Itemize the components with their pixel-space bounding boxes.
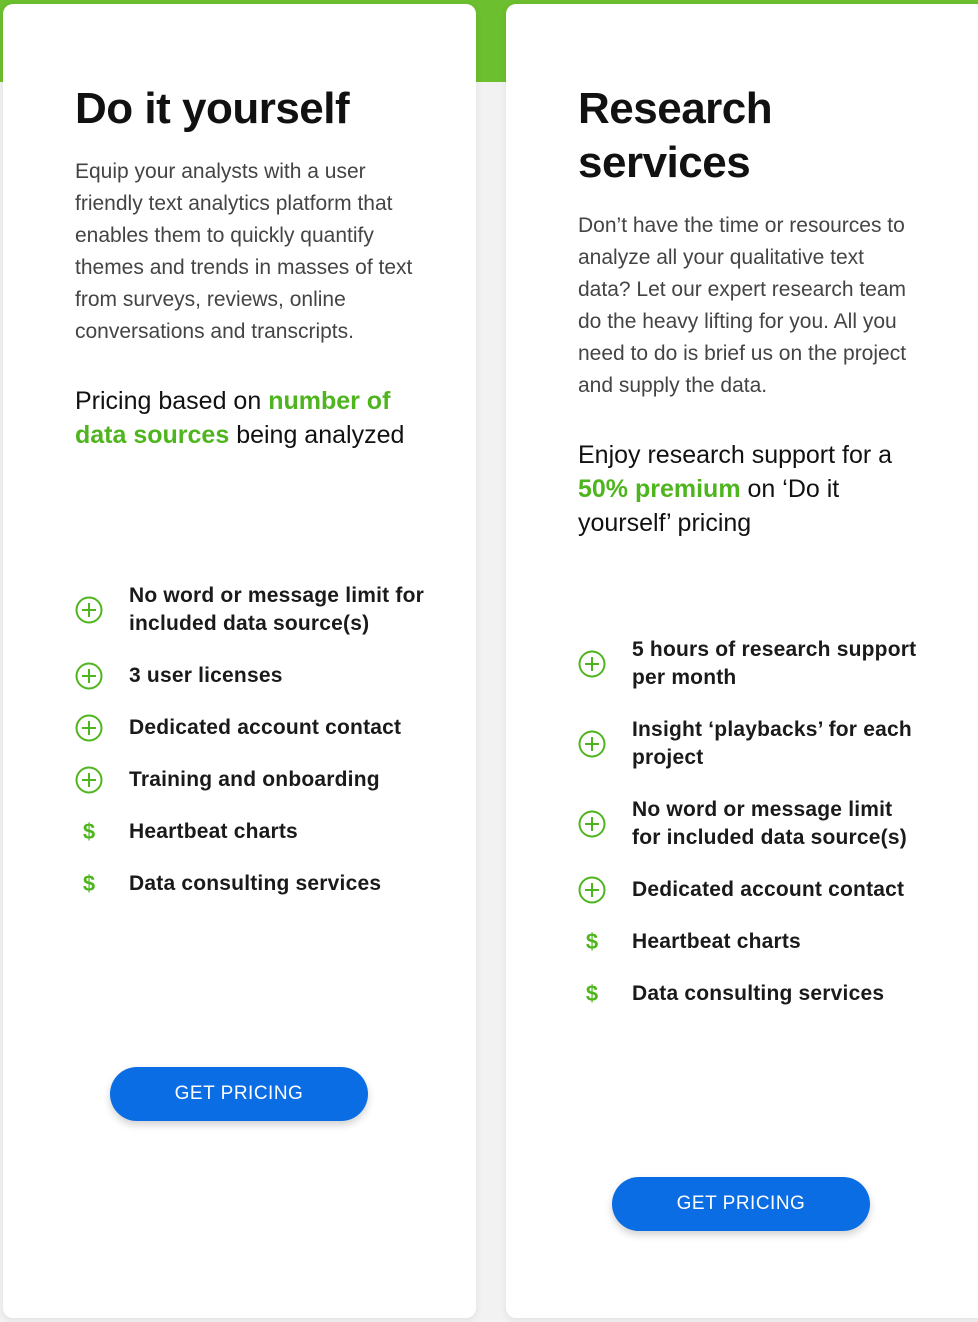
feature-item — [75, 818, 436, 846]
plus-circle-icon — [75, 596, 103, 624]
feature-label: Insight ‘playbacks’ for each project — [632, 718, 912, 769]
feature-label: 3 user licenses — [129, 664, 283, 687]
feature-item — [75, 714, 436, 742]
plus-circle-icon — [75, 766, 103, 794]
pricing-statement — [75, 384, 416, 452]
feature-item — [75, 582, 436, 638]
feature-label: Heartbeat charts — [129, 820, 298, 843]
plus-circle-icon — [578, 650, 606, 678]
feature-item — [578, 876, 926, 904]
feature-item — [578, 716, 926, 772]
feature-item — [578, 636, 926, 692]
pricing-highlight: number of data sources — [75, 387, 391, 449]
pricing-text: on ‘Do it yourself’ pricing — [578, 475, 840, 537]
plus-circle-icon — [578, 876, 606, 904]
pricing-text: Enjoy research support for a — [578, 441, 893, 469]
get-pricing-button[interactable]: GET PRICING — [612, 1177, 870, 1231]
feature-list — [578, 636, 926, 1032]
feature-item — [578, 980, 926, 1008]
feature-label: Dedicated account contact — [129, 716, 402, 739]
plus-circle-icon — [578, 730, 606, 758]
pricing-statement — [578, 438, 916, 540]
card-description: Equip your analysts with a user friendly text analytics platform that enables them to quickly quantify themes and trends in masses of text from surveys, reviews, online conversations and transcripts. — [75, 160, 413, 343]
card-content — [578, 82, 916, 540]
dollar-icon: $ — [82, 871, 96, 896]
feature-item — [75, 662, 436, 690]
feature-label: Heartbeat charts — [632, 930, 801, 953]
plus-circle-icon — [75, 714, 103, 742]
feature-label: Data consulting services — [632, 982, 885, 1005]
plus-circle-icon — [578, 810, 606, 838]
card-research-services — [506, 4, 978, 1318]
feature-label: Training and onboarding — [129, 768, 380, 791]
pricing-highlight: 50% premium — [578, 475, 741, 503]
feature-label: Dedicated account contact — [632, 878, 905, 901]
card-do-it-yourself — [3, 4, 476, 1318]
feature-label: Data consulting services — [129, 872, 382, 895]
card-title: Do it yourself — [75, 84, 350, 133]
feature-item — [75, 870, 436, 898]
feature-label: No word or message limit for included data source(s) — [632, 798, 907, 849]
feature-item — [75, 766, 436, 794]
card-description: Don’t have the time or resources to analyze all your qualitative text data? Let our expert research team do the heavy lifting for you. All you need to do is brief us on the project and supply the data. — [578, 214, 907, 397]
feature-label: 5 hours of research support per month — [632, 638, 917, 689]
get-pricing-button[interactable]: GET PRICING — [110, 1067, 368, 1121]
plus-circle-icon — [75, 662, 103, 690]
card-content — [75, 82, 416, 452]
feature-label: No word or message limit for included data source(s) — [129, 584, 424, 635]
dollar-icon: $ — [585, 929, 599, 954]
pricing-text: being analyzed — [229, 421, 405, 449]
feature-item — [578, 928, 926, 956]
card-title: Research services — [578, 84, 773, 187]
feature-list — [75, 582, 436, 922]
dollar-icon: $ — [585, 981, 599, 1006]
dollar-icon: $ — [82, 819, 96, 844]
pricing-text: Pricing based on — [75, 387, 269, 415]
feature-item — [578, 796, 926, 852]
